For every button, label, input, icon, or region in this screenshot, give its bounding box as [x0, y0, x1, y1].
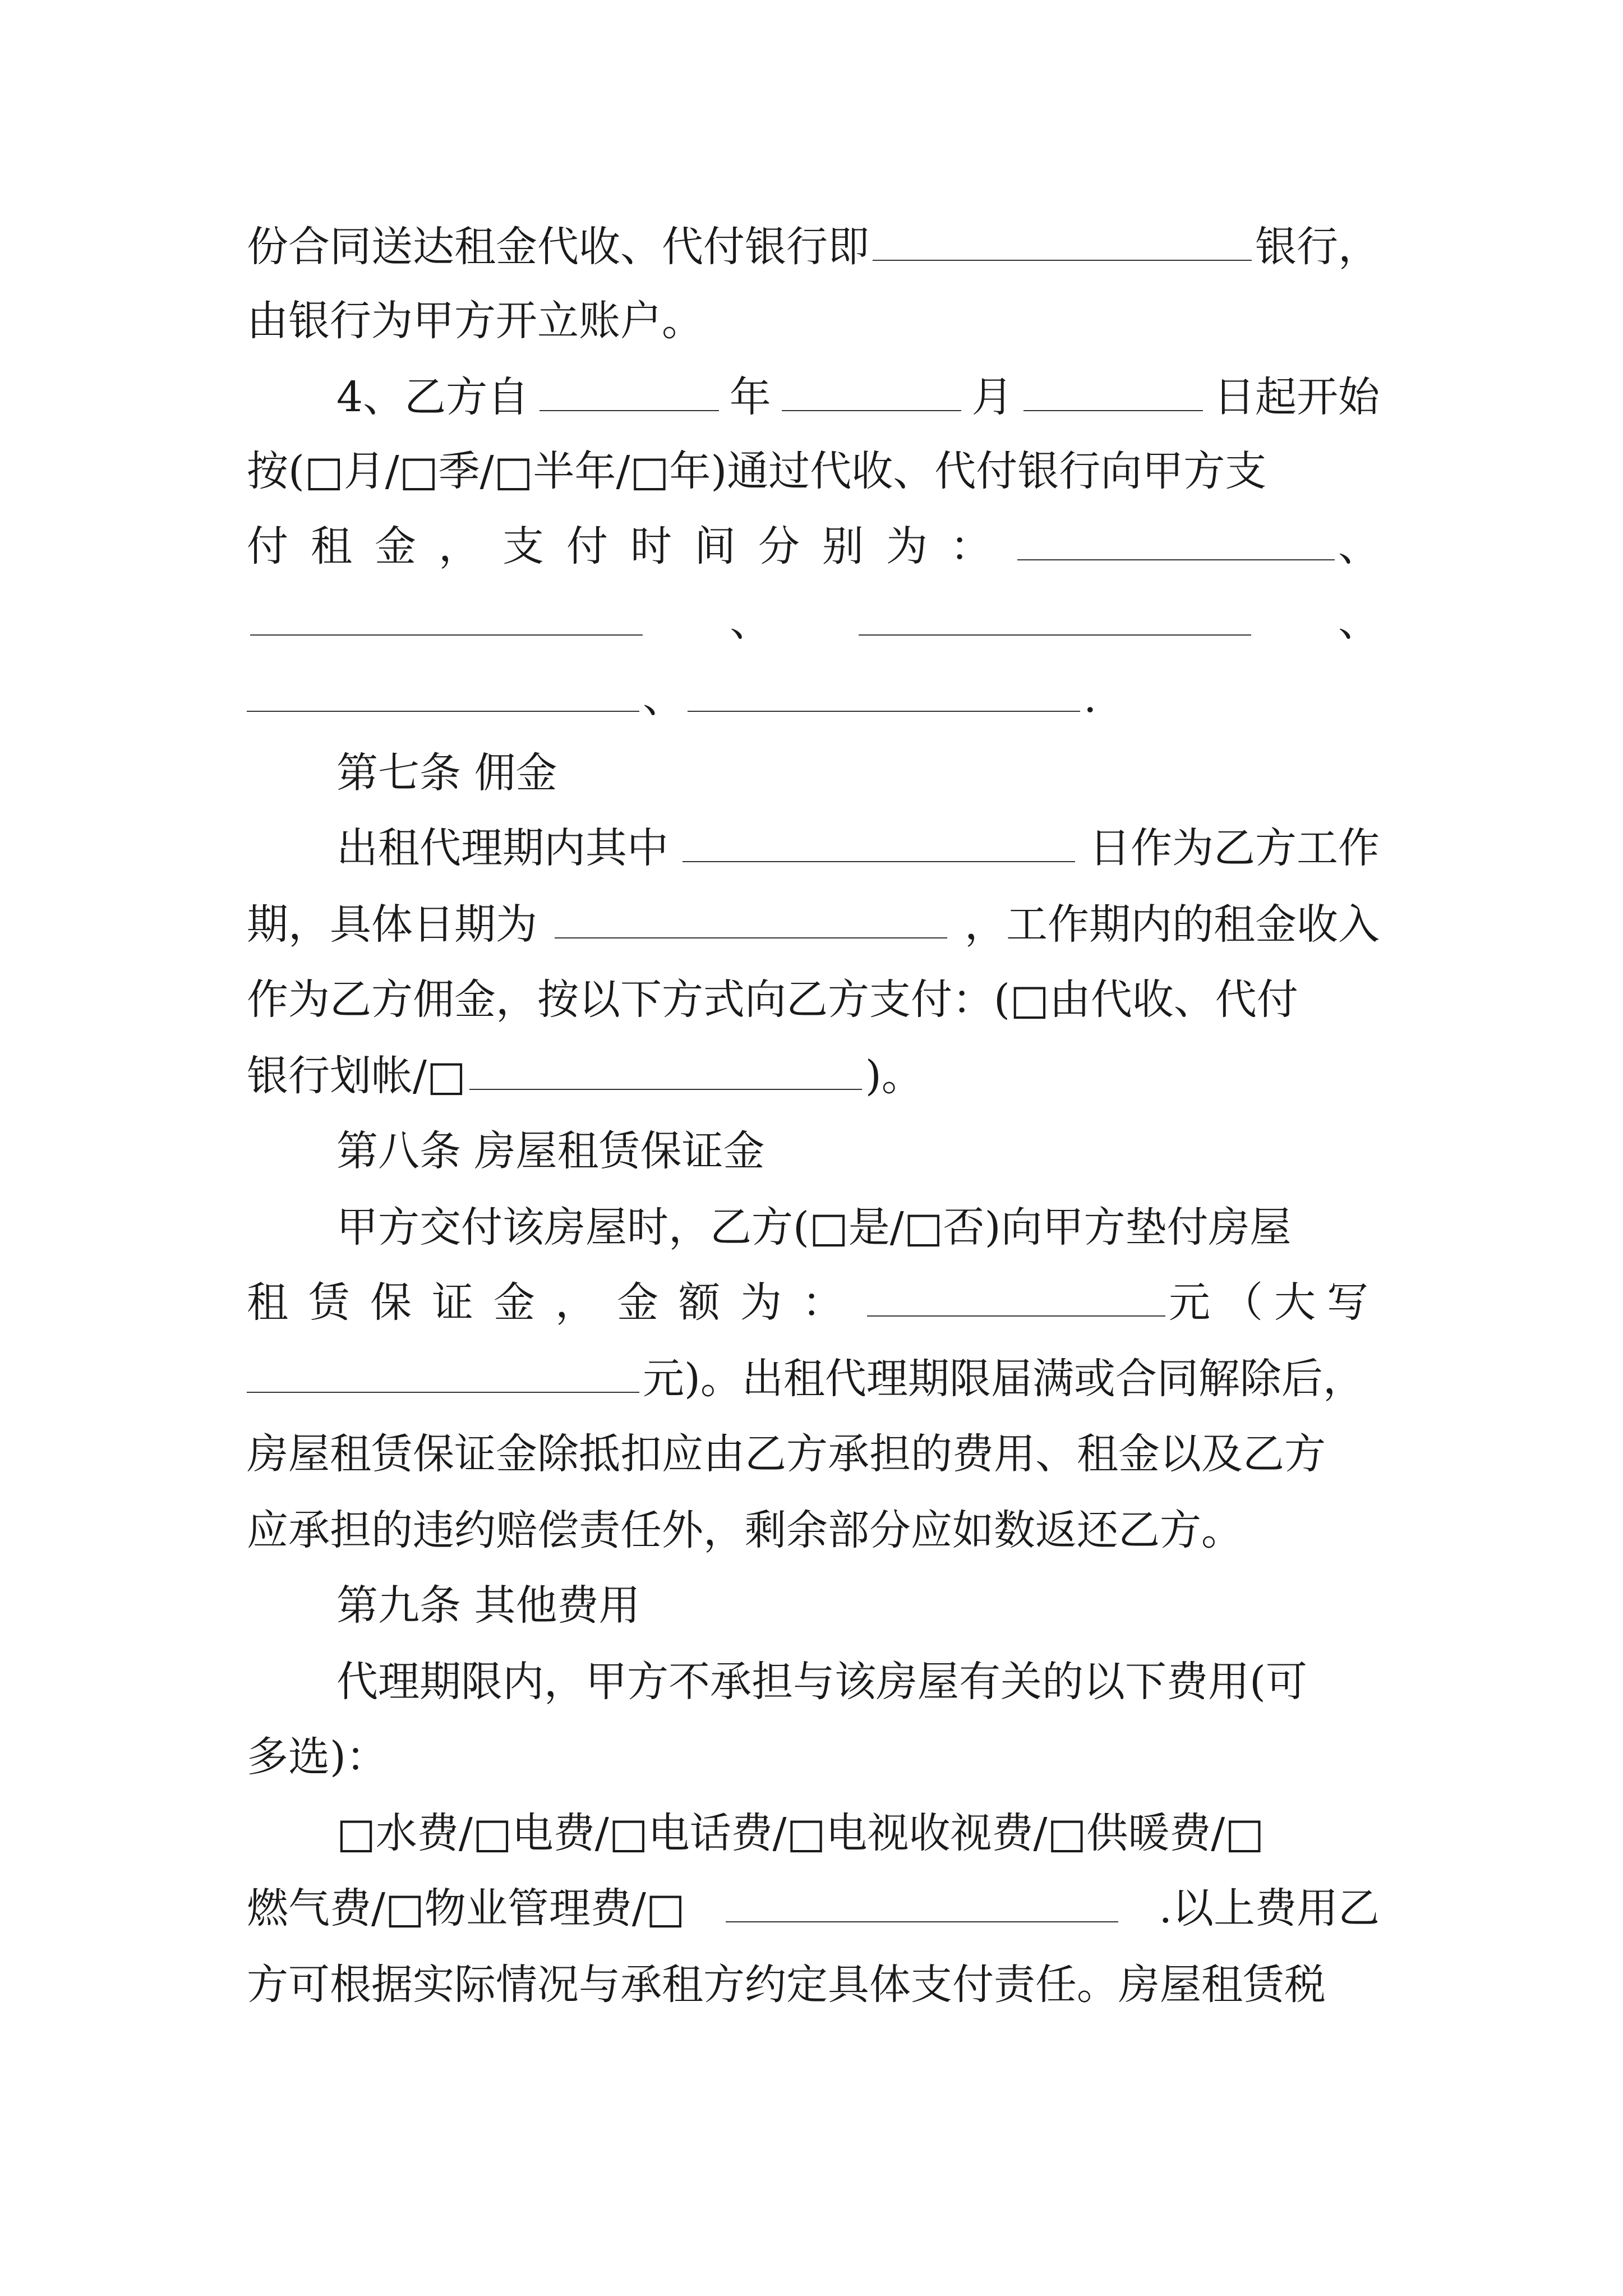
- text-segment: 按(□月/□季/□半年/□年)通过代收、代付银行向甲方支: [247, 447, 1267, 495]
- text-segment: 由银行为甲方开立账户。: [247, 297, 703, 345]
- heading-text: 第九条 其他费用: [336, 1581, 640, 1630]
- fill-in-blank[interactable]: [683, 822, 1075, 862]
- section-heading: [336, 1572, 1380, 1639]
- text-segment: 、: [730, 597, 772, 646]
- text-segment: 燃气费/□物业管理费/□: [247, 1884, 685, 1932]
- text-line: [247, 213, 1380, 280]
- text-line: [247, 513, 1380, 580]
- text-segment: 、: [1338, 522, 1380, 570]
- fill-in-blank[interactable]: [726, 1882, 1118, 1922]
- text-segment: .以上费用乙: [1159, 1884, 1380, 1932]
- fill-in-blank[interactable]: [873, 220, 1252, 261]
- text-segment: □水费/□电费/□电话费/□电视收视费/□供暖费/□: [336, 1809, 1265, 1857]
- section-heading: [336, 1117, 1380, 1185]
- text-line: [247, 1345, 1380, 1412]
- text-line: [247, 1723, 1380, 1791]
- text-segment: 月: [971, 373, 1013, 421]
- text-line: [247, 287, 1380, 355]
- text-line: [247, 1875, 1380, 1942]
- fill-in-blank[interactable]: [867, 1276, 1165, 1317]
- text-segment: 日起开始: [1213, 373, 1380, 421]
- text-segment: .: [1083, 674, 1097, 722]
- text-line: [336, 1648, 1380, 1715]
- text-line: [247, 438, 1380, 505]
- text-segment: 租赁保证金，金额为：: [247, 1278, 864, 1327]
- fill-in-blank[interactable]: [250, 595, 643, 636]
- fill-in-blank[interactable]: [247, 1352, 639, 1393]
- text-segment: ，工作期内的租金收入: [965, 900, 1380, 949]
- text-line: [247, 1497, 1380, 1564]
- heading-text: 第七条 佣金: [336, 749, 557, 797]
- fill-in-blank[interactable]: [469, 1050, 862, 1090]
- text-line: [247, 664, 1380, 731]
- text-segment: 、: [1338, 597, 1380, 646]
- text-segment: 、: [643, 674, 684, 722]
- text-segment: 年: [729, 373, 771, 421]
- text-line: [247, 588, 1380, 655]
- text-segment: 4、乙方自: [336, 373, 529, 421]
- text-line: [247, 1951, 1380, 2018]
- text-line: [247, 1042, 1380, 1110]
- text-segment: 甲方交付该房屋时，乙方(□是/□否)向甲方垫付房屋: [336, 1203, 1292, 1251]
- text-segment: 日作为乙方工作: [1089, 824, 1380, 872]
- text-line: [247, 1420, 1380, 1488]
- fill-in-blank[interactable]: [1023, 371, 1203, 411]
- text-segment: 期，具体日期为: [247, 900, 537, 949]
- section-heading: [336, 739, 1380, 807]
- text-segment: 房屋租赁保证金除抵扣应由乙方承担的费用、租金以及乙方: [247, 1430, 1326, 1478]
- fill-in-blank[interactable]: [555, 898, 947, 938]
- text-line: [336, 364, 1380, 431]
- fill-in-blank[interactable]: [782, 371, 961, 411]
- text-line: [336, 1194, 1380, 1261]
- text-segment: 方可根据实际情况与承租方约定具体支付责任。房屋租赁税: [247, 1961, 1326, 2009]
- text-segment: 出租代理期内其中: [336, 824, 668, 872]
- fill-in-blank[interactable]: [1017, 520, 1335, 560]
- text-line: [247, 966, 1380, 1033]
- fill-in-blank[interactable]: [540, 371, 719, 411]
- text-segment: 付租金，支付时间分别为：: [247, 522, 1014, 570]
- text-segment: 银行划帐/□: [247, 1052, 466, 1100]
- heading-text: 第八条 房屋租赁保证金: [336, 1127, 765, 1175]
- text-line: [247, 1269, 1380, 1336]
- text-segment: 多选)：: [247, 1733, 388, 1781]
- text-segment: 作为乙方佣金，按以下方式向乙方支付：(□由代收、代付: [247, 976, 1298, 1024]
- text-line: [336, 815, 1380, 882]
- text-segment: 份合同送达租金代收、代付银行即: [247, 223, 869, 271]
- text-segment: 元（大写: [1169, 1278, 1380, 1327]
- fill-in-blank[interactable]: [688, 671, 1080, 712]
- text-segment: 元)。出租代理期限届满或合同解除后，: [643, 1355, 1364, 1403]
- text-segment: 代理期限内，甲方不承担与该房屋有关的以下费用(可: [336, 1658, 1307, 1706]
- fill-in-blank[interactable]: [247, 671, 639, 712]
- text-segment: )。: [865, 1052, 923, 1100]
- text-line: [336, 1800, 1380, 1867]
- fill-in-blank[interactable]: [859, 595, 1251, 636]
- text-segment: 银行，: [1255, 223, 1380, 271]
- text-line: [247, 891, 1380, 958]
- text-segment: 应承担的违约赔偿责任外，剩余部分应如数返还乙方。: [247, 1506, 1243, 1554]
